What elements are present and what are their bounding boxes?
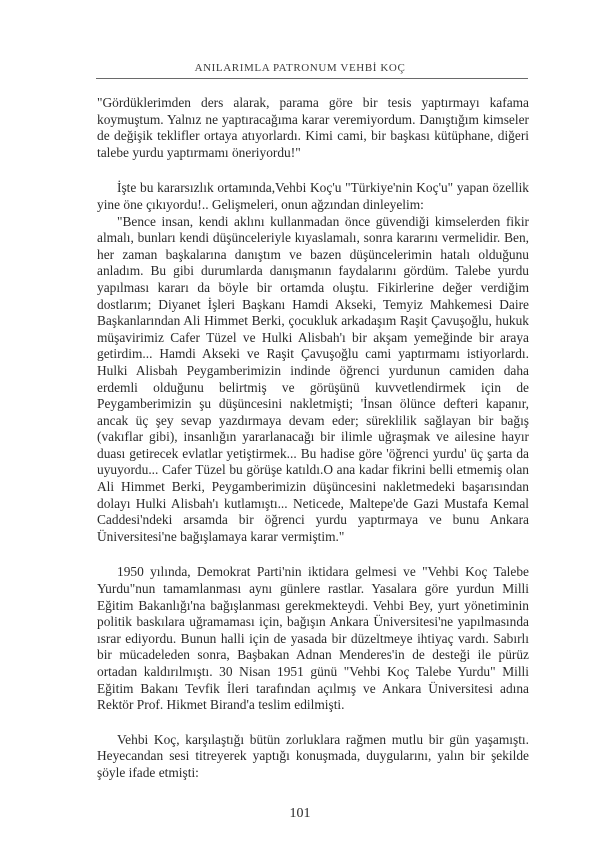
narrative-paragraph-2: 1950 yılında, Demokrat Parti'nin iktidara gelmesi ve "Vehbi Koç Talebe Yurdu"nun tamamlanması aynı günlere rastlar. Yasalara göre yurdun Milli Eğitim Bakanlığı'na bağışlanması gerekmekteydi. Vehbi Bey, yurt yönetiminin politik baskılara uğramaması için, bağışın Ankara Üniversitesi'ne yapılmasında ısrar ediyordu. Bunun halli için de yasada bir düzeltmeye ihtiyaç vardı. Sabırlı bir mücadeleden sonra, Başbakan Adnan Menderes'in de desteği ile pürüz ortadan kaldırılmıştı. 30 Nisan 1951 günü "Vehbi Koç Talebe Yurdu" Milli Eğitim Bakanı Tevfik İleri tarafından açılmış ve Ankara Üniversitesi adına Rektör Prof. Hikmet Birand'a teslim edilmişti. bbox=[97, 564, 529, 713]
narrative-paragraph-1: İşte bu kararsızlık ortamında,Vehbi Koç'u "Türkiye'nin Koç'u" yapan özellik yine öne çıkıyordu!.. Gelişmeleri, onun ağzından dinleyelim: bbox=[97, 180, 529, 212]
body-text bbox=[97, 95, 529, 782]
paragraph-gap bbox=[97, 161, 529, 180]
paragraph-gap bbox=[97, 714, 529, 732]
paragraph-gap bbox=[97, 545, 529, 564]
page-number: 101 bbox=[289, 806, 311, 821]
narrative-paragraph-3: Vehbi Koç, karşılaştığı bütün zorluklara rağmen mutlu bir gün yaşamıştı. Heyecandan sesi titreyerek yaptığı konuşmada, duygularını, yalın bir şekilde şöyle ifade etmişti: bbox=[97, 731, 529, 780]
running-header: ANILARIMLA PATRONUM VEHBİ KOÇ bbox=[194, 62, 406, 74]
header-rule bbox=[96, 78, 528, 79]
quote-paragraph-2: "Bence insan, kendi aklını kullanmadan önce güvendiği kimselerden fikir almalı, bunları kendi düşünceleriyle kıyaslamalı, sonra kararını vermelidir. Ben, her zaman başkalarına danıştım ve bazen düşüncelerimin hatalı olduğunu anladım. Bu gibi durumlarda danışmanın faydalarını gördüm. Talebe yurdu yapılması kararı da böyle bir ortamda oluştu. Fikirlerine değer verdiğim dostlarım; Diyanet İşleri Başkanı Hamdi Akseki, Temyiz Mahkemesi Daire Başkanlarından Ali Himmet Berki, çocukluk arkadaşım Raşit Çavuşoğlu, hukuk müşavirimiz Cafer Tüzel ve Hulki Alisbah'ı bir akşam yemeğinde bir araya getirdim... Hamdi Akseki ve Raşit Çavuşoğlu cami yaptırmamı istiyorlardı. Hulki Alisbah Peygamberimizin indinde öğrenci yurdunun camiden daha erdemli olduğunu belirtmiş ve görüşünü kuvvetlendirmek için de Peygamberimizin şu düşüncesini nakletmişti; 'İnsan ölünce defteri kapanır, ancak üç şey sevap yazdırmaya devam eder; süreklilik sağlayan bir bağış (vakıflar gibi), insanlığın yararlanacağı bir ilimle uğraşmak ve ailesine hayır duası getirecek evlatlar yetiştirmek... Bu hadise göre 'öğrenci yurdu' üç şarta da uyuyordu... Cafer Tüzel bu görüşe katıldı.O ana kadar fikrini belli etmemiş olan Ali Himmet Berki, Peygamberimizin düşüncesini nakletmedeki başarısından dolayı Hulki Alisbah'ı kutlamıştı... Neticede, Maltepe'de Gazi Mustafa Kemal Caddesi'ndeki arsamda bir öğrenci yurdu yaptırmaya ve bunu Ankara Üniversitesi'ne bağışlamaya karar vermiştim." bbox=[97, 213, 529, 544]
quote-paragraph-1: "Gördüklerimden ders alarak, parama göre bir tesis yaptırmayı kafama koymuştum. Yalnız ne yaptıracağıma karar veremiyordum. Danıştığım kimseler de değişik teklifler ortaya atıyorlardı. Kimi cami, bir başkası kütüphane, diğeri talebe yurdu yaptırmamı öneriyordu!" bbox=[97, 95, 529, 160]
